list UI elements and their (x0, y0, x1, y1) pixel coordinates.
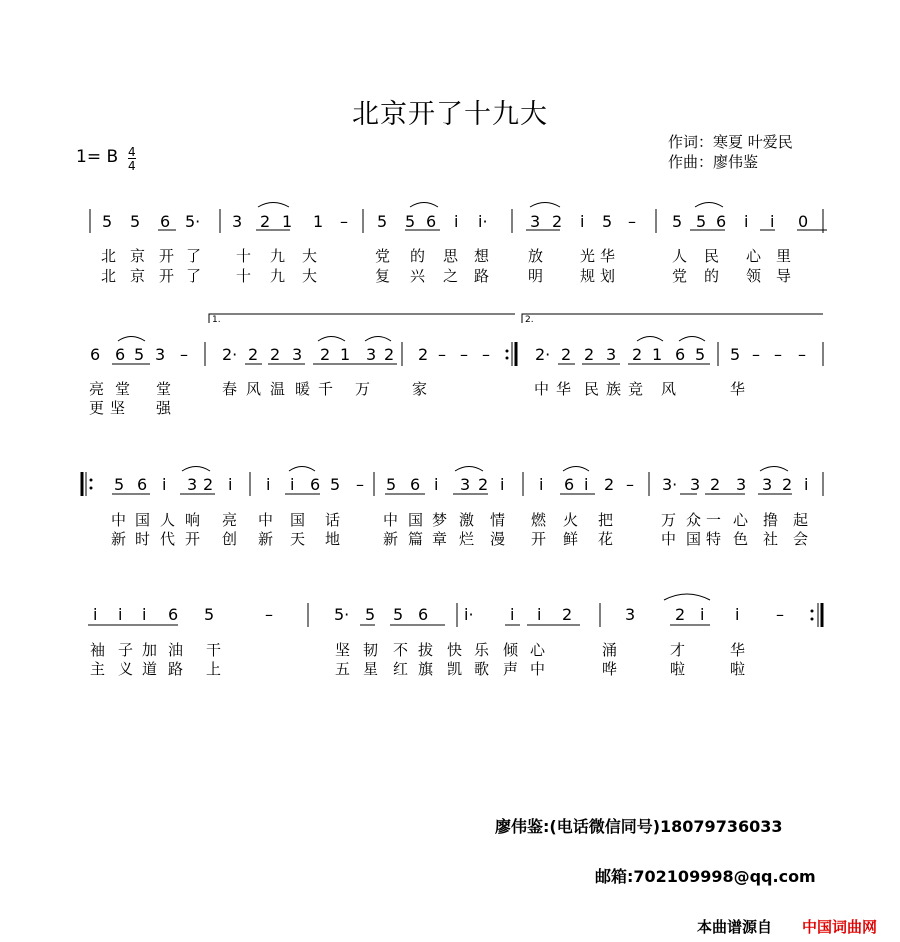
lyric-verse-2: 天 (290, 530, 306, 548)
volta-1-bracket (209, 314, 515, 323)
lyric-verse-2: 烂 (459, 530, 475, 548)
lyric-verse-1: 华 (730, 641, 746, 659)
lyric-verse-1: 中 (534, 380, 550, 398)
note: 2 (562, 605, 573, 624)
lyric-verse-2: 代 (160, 530, 176, 548)
lyric-verse-2: 之 (443, 267, 459, 285)
note: i· (478, 212, 488, 231)
lyric-verse-1: 京 (130, 247, 146, 265)
lyric-verse-1: 撸 (763, 511, 779, 529)
lyric-verse-1: 北 (101, 247, 117, 265)
lyric-verse-1: 心 (746, 247, 762, 265)
slur (563, 467, 589, 472)
lyric-verse-1: 国 (408, 511, 424, 529)
lyric-verse-1: 家 (412, 380, 428, 398)
note: 2 (584, 345, 595, 364)
note: 3 (232, 212, 243, 231)
lyric-verse-2: 新 (111, 530, 127, 548)
lyric-verse-1: 堂 (156, 380, 172, 398)
note: – (626, 475, 634, 494)
volta-1-label: 1. (212, 315, 221, 325)
lyric-verse-1: 九 (270, 247, 286, 265)
lyric-verse-1: 千 (318, 380, 334, 398)
note: i (584, 475, 589, 494)
note: 2 (320, 345, 331, 364)
slur (664, 594, 710, 600)
note: 5 (405, 212, 416, 231)
note: i (142, 605, 147, 624)
note: – (482, 345, 490, 364)
source-label: 本曲谱源自 (697, 918, 773, 936)
lyric-verse-2: 篇 (408, 530, 424, 548)
note: i (290, 475, 295, 494)
note: 3 (366, 345, 377, 364)
note: 5 (386, 475, 397, 494)
note: 5 (730, 345, 741, 364)
lyric-verse-1: 十 (236, 247, 252, 265)
note: 5 (365, 605, 376, 624)
lyric-verse-2: 十 (236, 267, 252, 285)
note: 2 (552, 212, 563, 231)
lyric-verse-1: 起 (793, 511, 809, 529)
lyric-verse-1: 中 (258, 511, 274, 529)
note: i (770, 212, 775, 231)
lyric-verse-1: 乐 (474, 641, 490, 659)
note: i (580, 212, 585, 231)
note: i (539, 475, 544, 494)
note: i (228, 475, 233, 494)
note: 2 (203, 475, 214, 494)
note: i (735, 605, 740, 624)
lyric-verse-2: 了 (186, 267, 202, 285)
lyric-verse-2: 哗 (602, 660, 618, 678)
lyric-verse-2: 漫 (490, 530, 506, 548)
lyric-verse-1: 众 (686, 511, 702, 529)
lyric-verse-1: 涌 (602, 641, 618, 659)
slur (258, 203, 289, 208)
note: 6 (137, 475, 148, 494)
lyric-verse-1: 袖 (90, 641, 106, 659)
note: 3 (762, 475, 773, 494)
lyric-verse-1: 拔 (418, 641, 434, 659)
lyric-verse-2: 国 (686, 530, 702, 548)
lyric-verse-1: 加 (142, 641, 158, 659)
time-signature-top: 4 (128, 145, 136, 159)
note: 3 (625, 605, 636, 624)
note: 2 (478, 475, 489, 494)
lyric-verse-1: 心 (733, 511, 749, 529)
note: 6 (410, 475, 421, 494)
lyric-verse-2: 大 (302, 267, 318, 285)
note: 3 (292, 345, 303, 364)
note: 5 (672, 212, 683, 231)
slur (530, 203, 560, 208)
note: – (460, 345, 468, 364)
lyric-verse-2: 星 (363, 660, 379, 678)
lyric-verse-1: 万 (355, 380, 371, 398)
lyric-verse-2: 划 (600, 267, 616, 285)
lyric-verse-1: 一 (706, 511, 722, 529)
note: 2 (561, 345, 572, 364)
note: i (266, 475, 271, 494)
note: i (537, 605, 542, 624)
lyric-verse-2: 歌 (474, 660, 490, 678)
slur (410, 203, 438, 208)
lyric-verse-1: 火 (563, 511, 579, 529)
note: 6 (564, 475, 575, 494)
note: 6 (168, 605, 179, 624)
note: 2· (535, 345, 551, 364)
note: 3 (187, 475, 198, 494)
note: 1 (652, 345, 663, 364)
lyric-verse-2: 中 (530, 660, 546, 678)
lyric-verse-1: 放 (528, 247, 544, 265)
lyric-verse-2: 开 (159, 267, 175, 285)
lyric-verse-1: 党 (375, 247, 391, 265)
note: 2 (782, 475, 793, 494)
slur (289, 467, 315, 472)
note: 6 (716, 212, 727, 231)
lyric-verse-2: 花 (598, 530, 614, 548)
contact-phone: 廖伟鉴:(电话微信同号)18079736033 (495, 817, 783, 836)
note: 6 (426, 212, 437, 231)
lyric-verse-1: 风 (246, 380, 262, 398)
lyric-verse-1: 激 (459, 511, 475, 529)
note: i· (464, 605, 474, 624)
lyric-verse-1: 大 (302, 247, 318, 265)
note: i (804, 475, 809, 494)
lyric-verse-1: 燃 (531, 511, 547, 529)
lyric-verse-1: 把 (598, 511, 614, 529)
note: – (438, 345, 446, 364)
note: 5 (695, 345, 706, 364)
source-site-link[interactable]: 中国词曲网 (802, 918, 878, 936)
note: 5 (330, 475, 341, 494)
lyric-verse-2: 新 (258, 530, 274, 548)
lyricist-credit: 作词：寒夏 叶爱民 (668, 133, 793, 151)
lyric-verse-2: 路 (474, 267, 490, 285)
note: 5 (130, 212, 141, 231)
lyric-verse-1: 的 (410, 247, 426, 265)
lyric-verse-2: 道 (142, 660, 158, 678)
lyric-verse-2: 明 (528, 267, 544, 285)
contact-email: 邮箱:702109998@qq.com (595, 867, 816, 886)
lyric-verse-1: 干 (206, 641, 222, 659)
note: 3 (736, 475, 747, 494)
note: 3· (662, 475, 678, 494)
note: 2 (248, 345, 259, 364)
lyric-verse-1: 响 (185, 511, 201, 529)
lyric-verse-2: 京 (130, 267, 146, 285)
slur (760, 467, 788, 472)
lyric-verse-1: 思 (443, 247, 459, 265)
lyric-verse-2: 鲜 (563, 530, 579, 548)
lyric-verse-2: 强 (156, 399, 172, 417)
lyric-verse-2: 时 (135, 530, 151, 548)
lyric-verse-1: 暖 (295, 380, 311, 398)
lyric-verse-2: 上 (206, 660, 222, 678)
note: 2 (632, 345, 643, 364)
lyric-verse-2: 啦 (670, 660, 686, 678)
lyric-verse-2: 凯 (447, 660, 463, 678)
lyric-verse-1: 韧 (363, 641, 379, 659)
lyric-verse-1: 华 (730, 380, 746, 398)
lyric-verse-2: 开 (185, 530, 201, 548)
lyric-verse-1: 堂 (115, 380, 131, 398)
lyric-verse-1: 华 (556, 380, 572, 398)
lyric-verse-1: 风 (661, 380, 677, 398)
note: i (162, 475, 167, 494)
lyric-verse-1: 中 (111, 511, 127, 529)
lyric-verse-1: 竞 (628, 380, 644, 398)
lyric-verse-1: 中 (383, 511, 399, 529)
lyric-verse-2: 新 (383, 530, 399, 548)
lyric-verse-1: 里 (776, 247, 792, 265)
lyric-verse-2: 北 (101, 267, 117, 285)
note: 3 (690, 475, 701, 494)
lyric-verse-1: 梦 (432, 511, 448, 529)
lyric-verse-2: 复 (375, 267, 391, 285)
note: – (776, 605, 784, 624)
note: i (700, 605, 705, 624)
lyric-verse-1: 想 (474, 247, 490, 265)
song-title: 北京开了十九大 (352, 99, 548, 130)
lyric-verse-1: 民 (584, 380, 600, 398)
note: i (93, 605, 98, 624)
note: 1 (313, 212, 324, 231)
lyric-verse-1: 子 (118, 641, 134, 659)
lyric-verse-2: 兴 (410, 267, 426, 285)
lyric-verse-1: 亮 (89, 380, 105, 398)
lyric-verse-2: 九 (270, 267, 286, 285)
note: 2· (222, 345, 238, 364)
lyric-verse-2: 色 (733, 530, 749, 548)
lyric-verse-2: 五 (335, 660, 351, 678)
lyric-verse-1: 民 (704, 247, 720, 265)
note: – (798, 345, 806, 364)
lyric-verse-1: 倾 (503, 641, 519, 659)
note: 5 (204, 605, 215, 624)
slur (365, 337, 391, 342)
note: 5· (334, 605, 350, 624)
time-signature-bottom: 4 (128, 159, 136, 173)
note: i (118, 605, 123, 624)
slur (679, 337, 705, 342)
lyric-verse-1: 快 (447, 641, 463, 659)
lyric-verse-2: 更 (89, 399, 105, 417)
note: i (434, 475, 439, 494)
lyric-verse-1: 温 (270, 380, 286, 398)
lyric-verse-2: 导 (776, 267, 792, 285)
lyric-verse-1: 华 (600, 247, 616, 265)
note: 1 (340, 345, 351, 364)
note: 5 (393, 605, 404, 624)
note: 2 (260, 212, 271, 231)
lyric-verse-1: 才 (670, 641, 686, 659)
lyric-verse-1: 坚 (335, 641, 351, 659)
note: – (340, 212, 348, 231)
lyric-verse-2: 旗 (418, 660, 434, 678)
note: 6 (115, 345, 126, 364)
lyric-verse-2: 红 (393, 660, 409, 678)
note: 6 (418, 605, 429, 624)
lyric-verse-2: 领 (746, 267, 762, 285)
note: – (752, 345, 760, 364)
composer-credit: 作曲：廖伟鉴 (668, 153, 759, 171)
note: 5 (696, 212, 707, 231)
key-signature: 1= B (76, 147, 119, 167)
note: 5 (602, 212, 613, 231)
note: 5· (185, 212, 201, 231)
note: 5 (114, 475, 125, 494)
note: 2 (418, 345, 429, 364)
lyric-verse-2: 中 (661, 530, 677, 548)
slur (695, 203, 723, 208)
lyric-verse-1: 不 (393, 641, 409, 659)
lyric-verse-2: 啦 (730, 660, 746, 678)
note: 6 (675, 345, 686, 364)
lyric-verse-1: 人 (160, 511, 176, 529)
lyric-verse-2: 开 (531, 530, 547, 548)
note: 3 (155, 345, 166, 364)
note: 6 (310, 475, 321, 494)
lyric-verse-1: 亮 (222, 511, 238, 529)
note: 2 (710, 475, 721, 494)
lyric-verse-2: 社 (763, 530, 779, 548)
note: 5 (377, 212, 388, 231)
lyric-verse-1: 国 (135, 511, 151, 529)
note: i (510, 605, 515, 624)
note: 5 (134, 345, 145, 364)
note: 2 (604, 475, 615, 494)
lyric-verse-2: 规 (580, 267, 596, 285)
note: 3 (460, 475, 471, 494)
lyric-verse-1: 了 (186, 247, 202, 265)
lyric-verse-2: 主 (90, 660, 106, 678)
lyric-verse-2: 声 (503, 660, 519, 678)
lyric-verse-1: 话 (325, 511, 341, 529)
lyric-verse-2: 义 (118, 660, 134, 678)
lyric-verse-1: 族 (606, 380, 622, 398)
note: 3 (530, 212, 541, 231)
lyric-verse-2: 路 (168, 660, 184, 678)
note: – (356, 475, 364, 494)
lyric-verse-2: 创 (222, 530, 238, 548)
note: – (265, 605, 273, 624)
lyric-verse-2: 坚 (110, 399, 126, 417)
note: i (500, 475, 505, 494)
lyric-verse-1: 人 (672, 247, 688, 265)
note: 2 (384, 345, 395, 364)
note: 6 (90, 345, 101, 364)
lyric-verse-1: 光 (580, 247, 596, 265)
slur (637, 337, 663, 342)
lyric-verse-1: 万 (661, 511, 677, 529)
lyric-verse-2: 章 (432, 530, 448, 548)
slur (455, 467, 483, 472)
note: 6 (160, 212, 171, 231)
lyric-verse-1: 情 (490, 511, 506, 529)
lyric-verse-1: 国 (290, 511, 306, 529)
slur (182, 467, 210, 472)
lyric-verse-2: 党 (672, 267, 688, 285)
note: i (454, 212, 459, 231)
note: – (628, 212, 636, 231)
lyric-verse-1: 开 (159, 247, 175, 265)
lyric-verse-2: 特 (706, 530, 722, 548)
lyric-verse-2: 地 (325, 530, 341, 548)
note: 5 (102, 212, 113, 231)
volta-2-label: 2. (525, 315, 534, 325)
slur (118, 337, 145, 342)
note: 1 (282, 212, 293, 231)
note: 2 (270, 345, 281, 364)
slur (318, 337, 345, 342)
lyric-verse-1: 春 (222, 380, 238, 398)
lyric-verse-1: 心 (530, 641, 546, 659)
note: 2 (675, 605, 686, 624)
volta-2-bracket (522, 314, 823, 323)
note: – (774, 345, 782, 364)
lyric-verse-2: 会 (793, 530, 809, 548)
note: 0 (798, 212, 809, 231)
note: i (744, 212, 749, 231)
note: – (180, 345, 188, 364)
lyric-verse-1: 油 (168, 641, 184, 659)
lyric-verse-2: 的 (704, 267, 720, 285)
note: 3 (606, 345, 617, 364)
